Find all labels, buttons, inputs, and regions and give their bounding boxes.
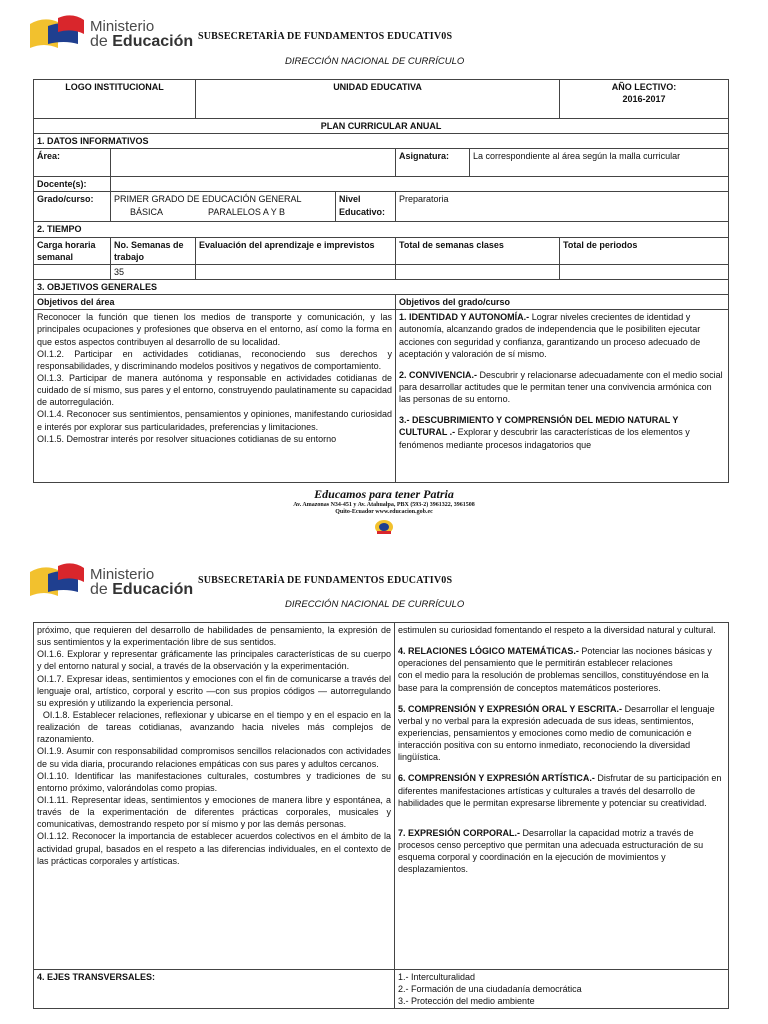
nivel-value: Preparatoria [396,192,729,222]
subsecretaria-title: SUBSECRETARÌA DE FUNDAMENTOS EDUCATIV0S [198,31,453,42]
semanas-value: 35 [111,264,196,279]
flag-logo-icon [28,14,86,54]
objetivo-area-item: OI.1.4. Reconocer sus sentimientos, pensamientos y opiniones, manifestando curiosidad e interés por explorar sus particularidades, preferencias y limitaciones. [37,409,392,432]
objetivo-area-item: OI.1.12. Reconocer la importancia de establecer acuerdos colectivos en el ámbito de la actividad grupal, basados en el respeto a las diferencias individuales, en el contexto de las prácticas corporales y artísticas. [37,831,391,866]
objetivo-grado-item [398,772,725,808]
direccion-title: DIRECCIÓN NACIONAL DE CURRÍCULO [285,599,465,610]
area-label: Área: [34,149,111,177]
grado-value-line2: BÁSICA [130,206,164,217]
objetivo-area-item: OI.1.10. Identificar las manifestaciones culturales, costumbres y tradiciones de su entorno próximo, valorándolas como propias. [37,770,391,793]
total-semanas-label: Total de semanas clases [396,237,560,264]
objetivo-area-item: OI.1.11. Representar ideas, sentimientos y emociones de manera libre y espontánea, a través de la experimentación de diferentes prácticas corporales, musicales y comunicativas, demostrando respeto por sí mismo y por las demás personas. [37,794,391,830]
objetivo-grado-title: 3.- DESCUBRIMIENTO Y COMPRENSIÓN DEL MEDIO NATURAL Y CULTURAL .- [399,415,679,438]
objetivo-grado-item [398,827,725,876]
objetivo-grado-title: 6. COMPRENSIÓN Y EXPRESIÓN ARTÍSTICA.- [398,773,595,784]
objetivos-grado-page1 [396,310,729,483]
subsecretaria-title: SUBSECRETARÌA DE FUNDAMENTOS EDUCATIV0S [198,575,453,586]
objetivo-grado-title: 4. RELACIONES LÓGICO MATEMÁTICAS.- [398,646,579,657]
grado-value-line1: PRIMER GRADO DE EDUCACIÓN GENERAL [114,194,302,205]
nivel-label: Nivel Educativo: [336,192,396,222]
ejes-list [395,970,729,1009]
footer-page1 [0,487,768,536]
carga-value [34,264,111,279]
objetivo-grado-title: 5. COMPRENSIÓN Y EXPRESIÓN ORAL Y ESCRITA.- [398,703,623,714]
asignatura-label: Asignatura: [396,149,470,177]
footer-slogan: Educamos para tener Patria [314,487,454,501]
docente-value [111,177,729,192]
objetivo-area-item: Reconocer la función que tienen los medios de transporte y comunicación, y las principales ocupaciones y profesiones que observa en el entorno, así como la forma en que estos aspectos contribuyen al desarrollo de su localidad. [37,312,392,347]
total-semanas-value [396,264,560,279]
objetivo-grado-title: 7. EXPRESIÓN CORPORAL.- [398,827,521,838]
objetivo-grado-text: Desarrollar la capacidad motriz a través de procesos censo perceptivo que permitan una adecuada estructuración de su esquema corporal y coordinación en la ejecución de movimientos y desplazamientos. [398,827,704,875]
objetivo-area-item: próximo, que requieren del desarrollo de habilidades de pensamiento, la expresión de sus sentimientos y la experimentación libre de sus sentidos. [37,625,391,648]
objetivo-grado-text: Descubrir y relacionarse adecuadamente con el medio social para desarrollar actitudes que le permitan tener una convivencia armónica con las personas de su entorno. [399,369,723,405]
logo-line-2-prefix: de [90,32,113,50]
ministerio-logo [28,562,193,602]
objetivo-area-item: OI.1.2. Participar en actividades cotidianas, reconociendo sus derechos y responsabilidades, y discriminando modelos positivos y negativos de comportamiento. [37,348,392,371]
footer-address: Av. Amazonas N34-451 y Av. Atahualpa, PBX (593-2) 3961322, 3961508 [293,502,475,508]
anio-lectivo-label: AÑO LECTIVO: [611,82,677,92]
tiempo-section: 2. TIEMPO [34,222,729,237]
evaluacion-label: Evaluación del aprendizaje e imprevistos [196,237,396,264]
logo-line-2-bold: Educación [112,32,194,50]
grado-value [111,192,336,222]
grado-label: Grado/curso: [34,192,111,222]
logo-line-1: Ministerio [90,17,155,35]
evaluacion-value [196,264,396,279]
page-2 [0,548,768,1024]
objetivo-grado-text: con el medio para la resolución de problemas sencillos, constituyéndose en la base para la comprensión de conceptos matemáticos posteriores. [398,670,709,693]
objetivo-area-item: OI.1.8. Establecer relaciones, reflexionar y ubicarse en el tiempo y en el espacio en la realización de tareas cotidianas, avanzando hacia niveles más complejos de razonamiento. [37,709,394,745]
footer-city-web: Quito-Ecuador www.educacion.gob.ec [335,509,433,516]
plan-title: PLAN CURRICULAR ANUAL [34,119,729,134]
objetivos-area-header: Objetivos del área [34,295,396,310]
objetivo-area-item: OI.1.3. Participar de manera autónoma y responsable en actividades cotidianas de cuidado de sí mismo, sus pares y el entorno, construyendo paulatinamente su capacidad de autorregulación. [37,372,392,408]
ministerio-logo [28,14,193,54]
objetivo-grado-item [399,414,725,450]
objetivos-grado-page2 [395,623,729,970]
carga-label: Carga horaria semanal [34,237,111,264]
eje-item: 1.- Interculturalidad [398,972,476,982]
semanas-label: No. Semanas de trabajo [111,237,196,264]
objetivos-area-page1 [34,310,396,483]
objetivo-area-item: OI.1.6. Explorar y representar gráficamente las principales características de su cuerpo y del entorno natural y social, a través de la observación y la experimentación. [37,649,391,672]
direccion-title: DIRECCIÓN NACIONAL DE CURRÍCULO [285,56,465,67]
objetivo-grado-cont: estimulen su curiosidad fomentando el respeto a la diversidad natural y cultural. [398,625,716,635]
objetivo-grado-title: 1. IDENTIDAD Y AUTONOMÍA.- [399,312,530,323]
objetivo-area-item: OI.1.9. Asumir con responsabilidad compromisos sencillos relacionados con actividades de su vida diaria, procurando relaciones empáticas con sus pares y adultos cercanos. [37,746,391,769]
datos-section: 1. DATOS INFORMATIVOS [34,134,729,149]
paralelos-value: PARALELOS A Y B [208,206,286,217]
docente-label: Docente(s): [34,177,111,192]
objetivo-area-item: OI.1.7. Expresar ideas, sentimientos y emociones con el fin de comunicarse a través del lenguaje oral, artístico, corporal y escrito —con sus propios códigos — autorregulando su expresión y utilizando la experiencia personal. [37,673,391,708]
logo-institucional-cell: LOGO INSTITUCIONAL [34,80,196,119]
objetivo-grado-item [399,369,725,405]
objetivo-area-item: OI.1.5. Demostrar interés por resolver situaciones cotidianas de su entorno [37,433,337,444]
anio-lectivo-value: 2016-2017 [622,94,666,105]
eje-item: 2.- Formación de una ciudadanía democrática [398,984,582,995]
objetivos-area-page2 [34,623,395,970]
total-periodos-label: Total de periodos [560,237,729,264]
objetivo-grado-item [398,645,725,669]
objetivo-grado-text: Lograr niveles crecientes de identidad y autonomía, alcanzando grados de independencia que le posibiliten ejecutar acciones con seguridad y confianza, garantizando un proceso adecuado de aceptación y valoración de sí mismo. [399,312,701,359]
unidad-educativa-cell: UNIDAD EDUCATIVA [196,80,560,119]
coat-of-arms-icon [373,518,395,536]
plan-table-page2 [33,622,729,1009]
objetivo-grado-text: Potenciar las nociones básicas y operaciones del pensamiento que le permitirán establecer relaciones [398,646,712,669]
anio-lectivo-cell [560,80,729,119]
objetivos-section: 3. OBJETIVOS GENERALES [34,279,729,294]
objetivo-grado-item [399,311,725,360]
logo-line-2-bold: Educación [112,580,194,598]
objetivo-grado-text: Desarrollar el lenguaje verbal y no verbal para la expresión adecuada de sus ideas, sentimientos, experiencias, pensamientos y emociones como medio de comunicación e interacción positiva con su entorno inmediato, reconociendo la diversidad lingüística. [398,703,715,763]
objetivo-grado-item [398,669,725,693]
logo-line-2-prefix: de [90,580,113,598]
objetivo-grado-title: 2. CONVIVENCIA.- [399,369,478,380]
objetivo-grado-text: Disfrutar de su participación en diferentes manifestaciones artísticas y culturales a través del desarrollo de habilidades que le permitan expresarse libremente y potenciar su creatividad. [398,773,722,808]
logo-line-1: Ministerio [90,565,155,583]
asignatura-value: La correspondiente al área según la malla curricular [470,149,729,177]
plan-table-page1 [33,79,729,483]
flag-logo-icon [28,562,86,602]
objetivo-grado-text: Explorar y descubrir las características de los elementos y fenómenos mediante procesos indagatorios que [399,427,690,450]
ejes-section: 4. EJES TRANSVERSALES: [34,970,395,1009]
objetivos-grado-header: Objetivos del grado/curso [396,295,729,310]
area-value [111,149,396,177]
eje-item: 3.- Protección del medio ambiente [398,996,535,1007]
total-periodos-value [560,264,729,279]
objetivo-grado-item [398,703,725,764]
